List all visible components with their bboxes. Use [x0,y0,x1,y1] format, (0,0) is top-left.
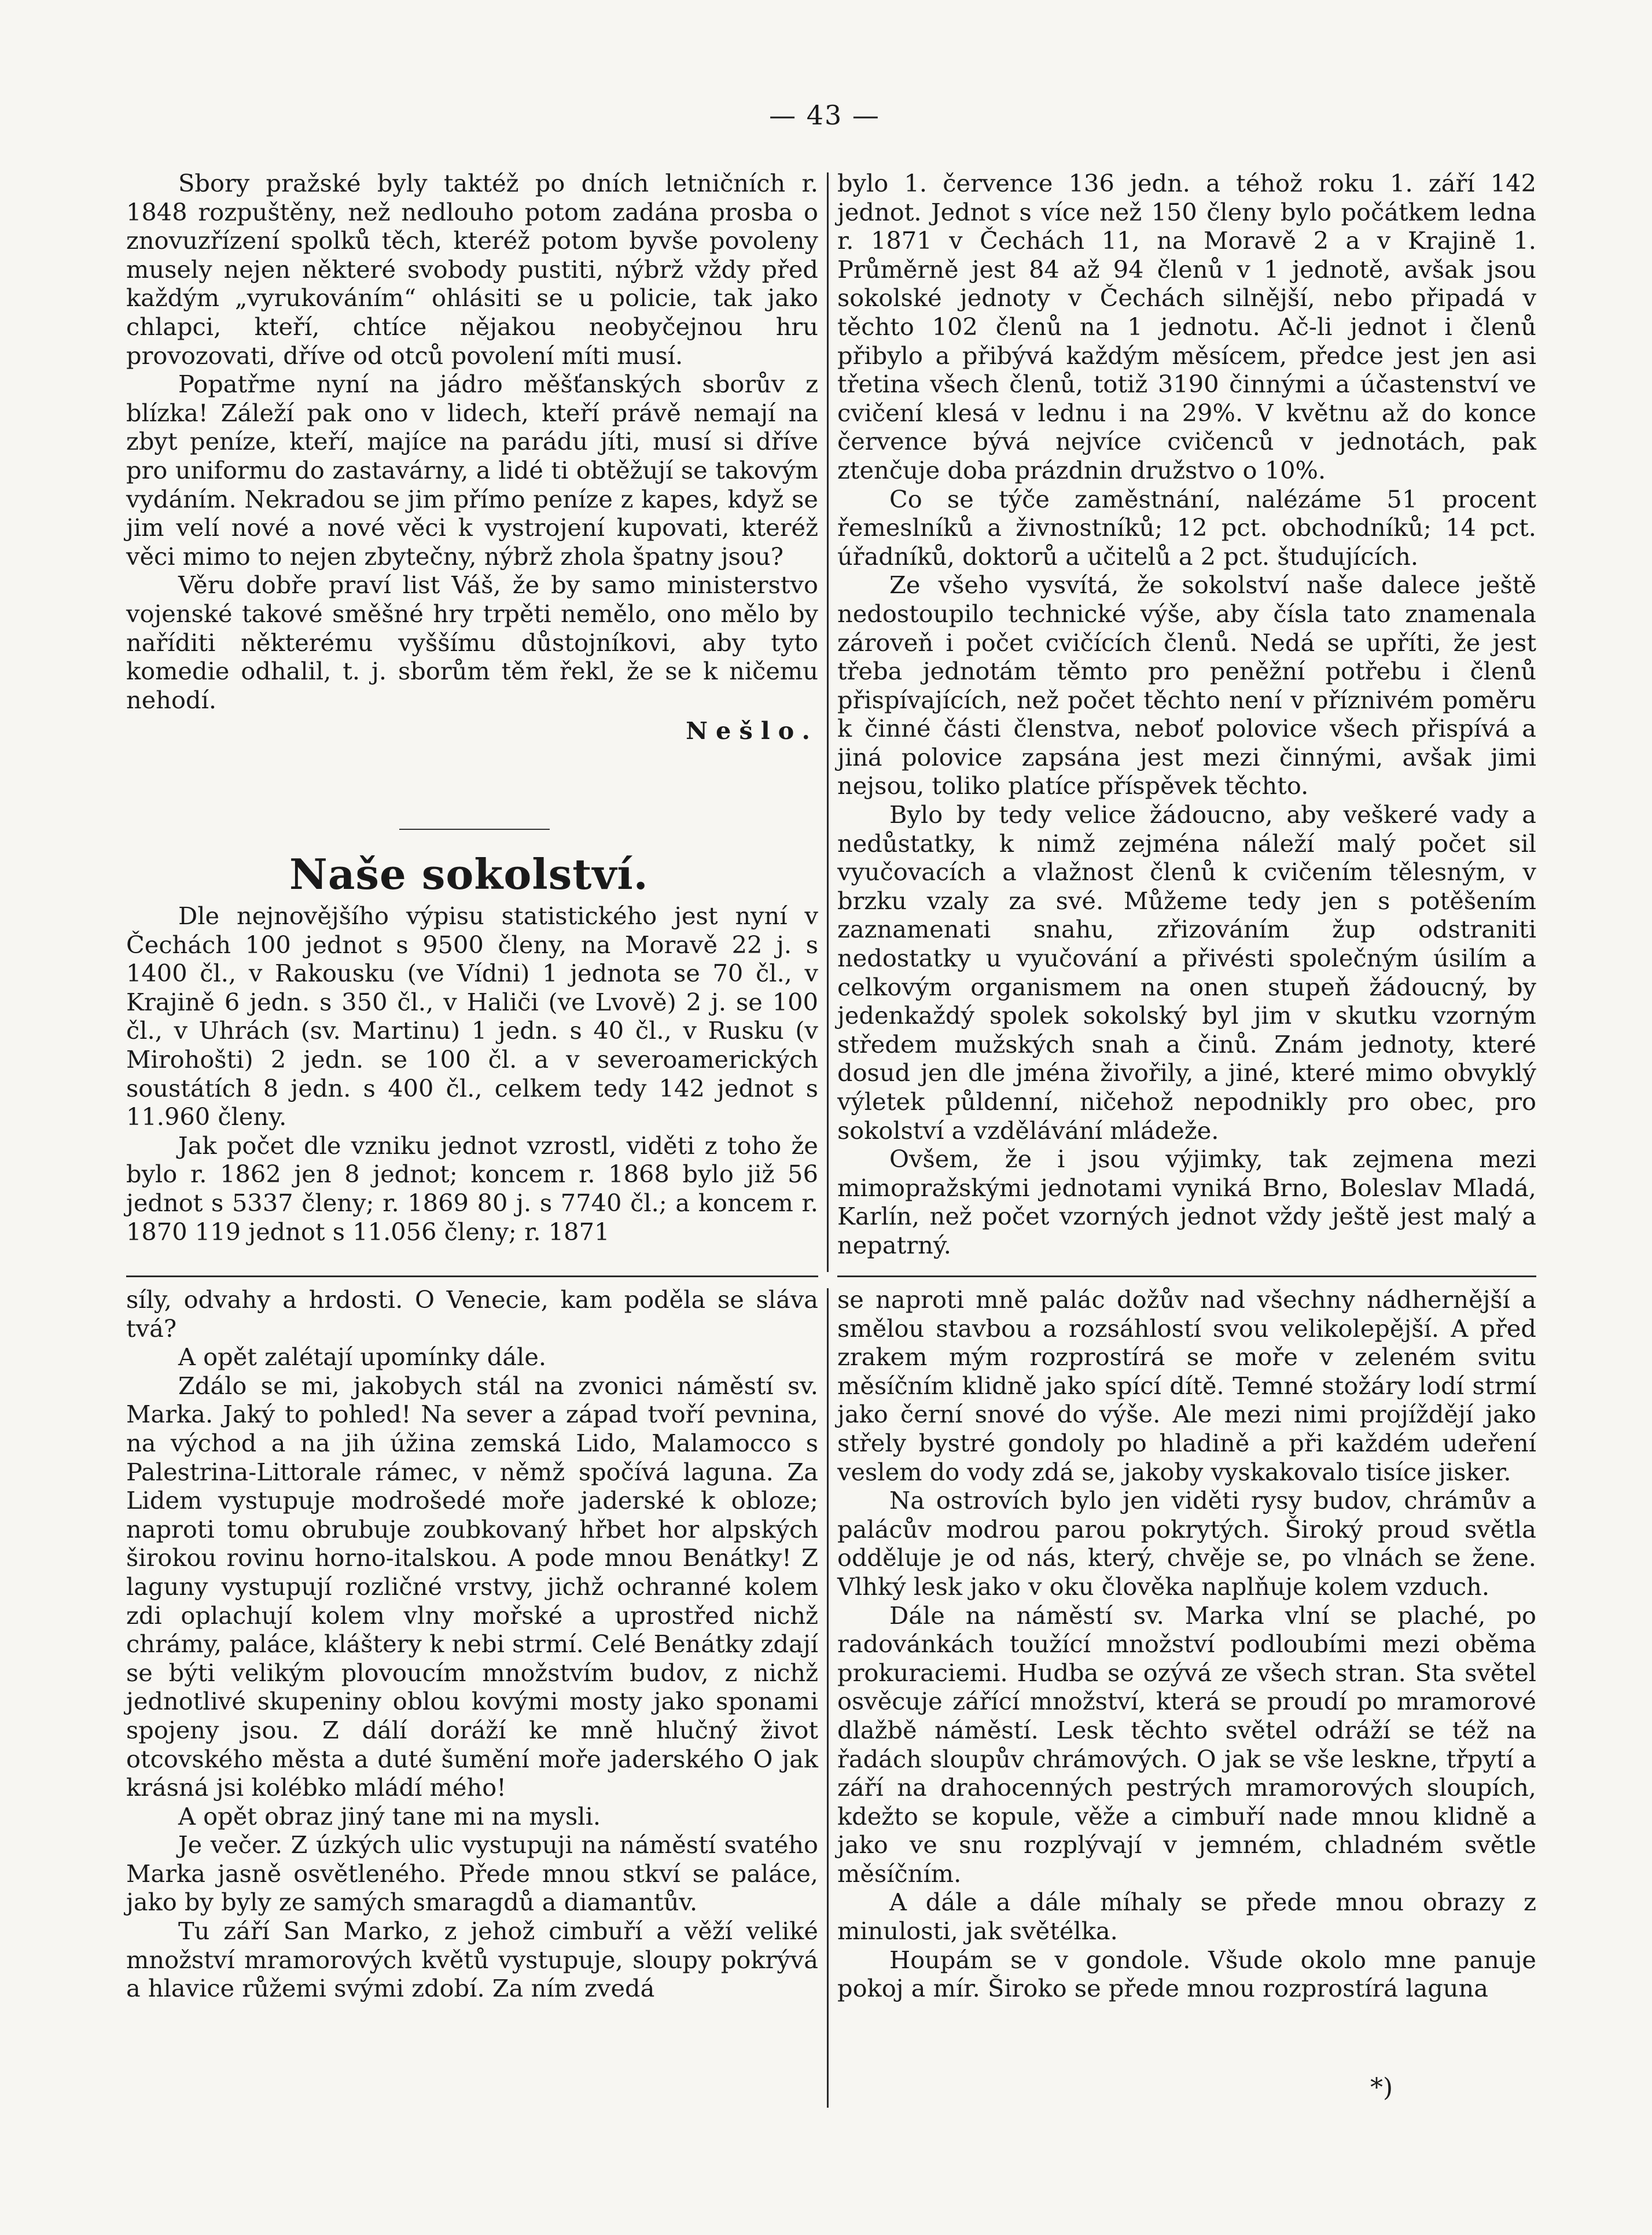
page-number: — 43 — [769,100,880,131]
paragraph: Jak počet dle vzniku jednot vzrostl, viděti z toho že bylo r. 1862 jen 8 jednot; koncem r. 1868 bylo již 56 jednot s 5337 členy; r. 1869 80 j. s 7740 čl.; a koncem r. 1870 119 jednot s 11.056 členy; r. 1871 [126,1131,818,1246]
paragraph: Ze všeho vysvítá, že sokolství naše dalece ještě nedostoupilo technické výše, aby čísla tato znamenala zároveň i počet cvičících členů. Nedá se upříti, že jest třeba jednotám těmto pro peněžní potřebu i členů přispívajících, než počet těchto není v příznivém poměru k činné části členstva, neboť polovice všech přispívá a jiná polovice zapsána jest mezi činnými, avšak jimi nejsou, toliko platíce příspěvek těchto. [837,571,1536,800]
article-headline: Naše sokolství. [289,850,649,899]
paragraph: Bylo by tedy velice žádoucno, aby veškeré vady a nedůstatky, k nimž zejména náleží malý počet sil vyučovacích a vlažnost členů k cvičením tělesným, v brzku vzaly za své. Můžeme tedy jen s potěšením zaznamenati snahu, zřizováním žup odstraniti nedostatky u vyučování a přivésti společným úsilím a celkovým organismem na onen stupeň žádoucný, by jedenkaždý spolek sokolský byl jim v skutku vzorným středem mužských snah a činů. Znám jednoty, které dosud jen dle jména živořily, a jiné, které mimo obvyklý výletek půldenní, ničehož nepodnikly pro obec, pro sokolství a vzdělávání mládeže. [837,800,1536,1145]
paragraph: Tu září San Marko, z jehož cimbuří a věží veliké množství mramorových květů vystupuje, sloupy pokrývá a hlavice růžemi svými zdobí. Za ním zvedá [126,1917,818,2003]
column-rule [827,172,829,1272]
article-sokolstvi-continued [837,169,1536,1260]
column-rule [827,1288,829,2108]
paragraph: A dále a dále míhaly se přede mnou obrazy z minulosti, jak světélka. [837,1888,1536,1946]
paragraph: Zdálo se mi, jakobych stál na zvonici náměstí sv. Marka. Jaký to pohled! Na sever a západ tvoří pevnina, na východ a na jih úžina zemská Lido, Malamocco s Palestrina-Littorale rámec, v němž spočívá laguna. Za Lidem vystupuje modrošedé moře jaderské k obloze; naproti tomu obrubuje zoubkovaný hřbet hor alpských širokou rovinu horno-italskou. A pode mnou Benátky! Z laguny vystupují rozličné vrstvy, jichž ochranné kolem zdi oplachují kolem vlny mořské a uprostřed nichž chrámy, paláce, kláštery k nebi strmí. Celé Benátky zdají se býti velikým plovoucím množstvím budov, z nichž jednotlivé skupeniny oblou kovými mosty jako sponami spojeny jsou. Z dálí doráží ke mně hlučný život otcovského města a duté šumění moře jaderského O jak krásná jsi kolébko mládí mého! [126,1371,818,1802]
paragraph: bylo 1. července 136 jedn. a téhož roku 1. září 142 jednot. Jednot s více než 150 členy bylo počátkem ledna r. 1871 v Čechách 11, na Moravě 2 a v Krajině 1. Průměrně jest 84 až 94 členů v 1 jednotě, avšak jsou sokolské jednoty v Čechách silnější, nebo připadá v těchto 102 členů na 1 jednotu. Ač-li jednot i členů přibylo a přibývá každým měsícem, předce jest jen asi třetina všech členů, totiž 3190 činnými a účastenství ve cvičení klesá v lednu i na 29%. V květnu až do konce července bývá nejvíce cvičenců v jednotách, pak ztenčuje doba prázdnin družstvo o 10%. [837,169,1536,484]
paragraph: Na ostrovích bylo jen viděti rysy budov, chrámův a palácův modrou parou pokrytých. Široký proud světla odděluje je od nás, který, chvěje se, po vlnách se žene. Vlhký lesk jako v oku člověka naplňuje kolem vzduch. [837,1486,1536,1601]
feuilleton-right [837,1285,1536,2003]
article-divider [399,829,550,830]
paragraph: Co se týče zaměstnání, nalézáme 51 procent řemeslníků a živnostníků; 12 pct. obchodníků; 14 pct. úřadníků, doktorů a učitelů a 2 pct. študujících. [837,484,1536,571]
paragraph: Ovšem, že i jsou výjimky, tak zejmena mezi mimopražskými jednotami vyniká Brno, Boleslav Mladá, Karlín, než počet vzorných jednot vždy ještě jest malý a nepatrný. [837,1145,1536,1259]
section-rule [837,1275,1536,1277]
paragraph: Sbory pražské byly taktéž po dních letničních r. 1848 rozpuštěny, než nedlouho potom zadána prosba o znovuzřízení spolků těch, kteréž potom byvše povoleny musely nejen některé svobody pustiti, nýbrž vždy před každým „vyrukováním“ ohlásiti se u policie, tak jako chlapci, kteří, chtíce nějakou neobyčejnou hru provozovati, dříve od otců povolení míti musí. [126,169,818,370]
paragraph: se naproti mně palác dožův nad všechny nádhernější a smělou stavbou a rozsáhlostí svou velikolepější. A před zrakem mým rozprostírá se moře v zeleném svitu měsíčním klidně jako spící dítě. Temné stožáry lodí strmí jako černí snové do výše. Ale mezi nimi projíždějí jako střely bystré gondoly po hladině a při každém udeření veslem do vody zdá se, jakoby vyskakovalo tisíce jisker. [837,1285,1536,1486]
article-sbory [126,169,818,745]
paragraph: Dále na náměstí sv. Marka vlní se plaché, po radovánkách toužící množství podloubími mezi oběma prokuraciemi. Hudba se ozývá ze všech stran. Sta světel osvěcuje zářící množství, která se proudí po mramorové dlažbě náměstí. Lesk těchto světel odráží se též na řadách sloupův chrámových. O jak se vše leskne, třpytí a září na drahocenných pestrých mramorových sloupích, kdežto se kopule, věže a cimbuří nade mnou klidně a jako ve snu rozplývají v jemném, chladném světle měsíčním. [837,1601,1536,1888]
paragraph: A opět obraz jiný tane mi na mysli. [178,1802,601,1830]
paragraph: Houpám se v gondole. Všude okolo mne panuje pokoj a mír. Široko se přede mnou rozprostírá laguna [837,1945,1536,2003]
paragraph: síly, odvahy a hrdosti. O Venecie, kam poděla se sláva tvá? [126,1285,818,1343]
article-sokolstvi-start [126,902,818,1246]
section-rule [126,1275,818,1277]
footnote-mark: *) [1370,2073,1393,2102]
paragraph: Je večer. Z úzkých ulic vystupuji na náměstí svatého Marka jasně osvětleného. Přede mnou stkví se paláce, jako by byly ze samých smaragdů a diamantův. [126,1830,818,1917]
paragraph: Dle nejnovějšího výpisu statistického jest nyní v Čechách 100 jednot s 9500 členy, na Moravě 22 j. s 1400 čl., v Rakousku (ve Vídni) 1 jednota se 70 čl., v Krajině 6 jedn. s 350 čl., v Haliči (ve Lvově) 2 j. se 100 čl., v Uhrách (sv. Martinu) 1 jedn. s 40 čl., v Rusku (v Mirohošti) 2 jedn. se 100 čl. a v severoamerických soustátích 8 jedn. s 400 čl., celkem tedy 142 jednot s 11.960 členy. [126,902,818,1131]
paragraph: Věru dobře praví list Váš, že by samo ministerstvo vojenské takové směšné hry trpěti nemělo, ono mělo by naříditi některému vyššímu důstojníkovi, aby tyto komedie odhalil, t. j. sborům těm řekl, že se k ničemu nehodí. [126,571,818,714]
article-signature: Nešlo. [686,716,818,745]
paragraph: A opět zalétají upomínky dále. [178,1343,547,1372]
feuilleton-left [126,1285,818,2003]
paragraph: Popatřme nyní na jádro měšťanských sborův z blízka! Záleží pak ono v lidech, kteří právě nemají na zbyt peníze, kteří, majíce na parádu jíti, musí si dříve pro uniformu do zastavárny, a lidé ti obtěžují se takovým vydáním. Nekradou se jim přímo peníze z kapes, když se jim velí nové a nové věci k vystrojení kupovati, kteréž věci mimo to nejen zbytečny, nýbrž zhola špatny jsou? [126,370,818,571]
